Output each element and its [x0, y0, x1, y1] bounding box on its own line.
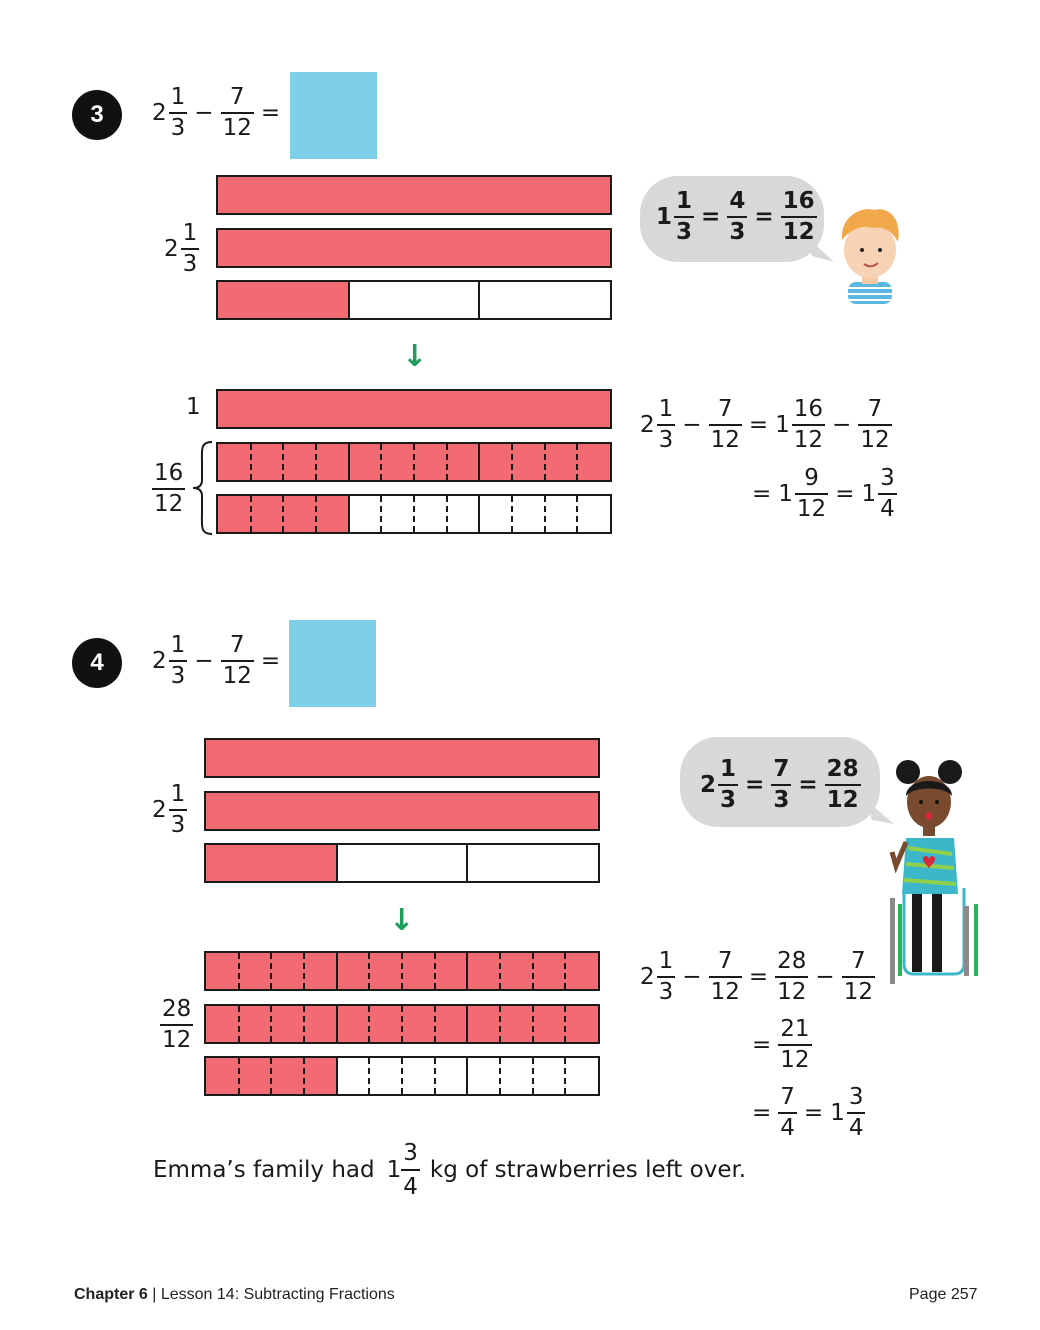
- fraction: [771, 758, 791, 812]
- denominator: 3: [674, 216, 694, 244]
- q4-answer-box[interactable]: [289, 620, 376, 707]
- numerator: 7: [717, 396, 733, 422]
- question-number-badge: [72, 638, 122, 688]
- equals-sign: =: [752, 1031, 772, 1058]
- fraction: [221, 634, 254, 688]
- denominator: 12: [792, 424, 825, 452]
- numerator: 1: [170, 84, 186, 110]
- numerator: 7: [773, 756, 790, 782]
- numerator: 1: [170, 632, 186, 658]
- numerator: 4: [729, 188, 746, 214]
- q4-question-expression: [152, 634, 287, 688]
- denominator: 3: [771, 784, 791, 812]
- denominator: 4: [878, 493, 897, 521]
- fraction: [775, 950, 808, 1004]
- equals-sign: =: [752, 1099, 772, 1126]
- fraction: [181, 222, 200, 276]
- denominator: 12: [160, 1024, 193, 1052]
- equals-sign: =: [745, 771, 765, 798]
- denominator: 12: [221, 660, 254, 688]
- equals-sign: =: [748, 963, 769, 990]
- fraction: [727, 190, 747, 244]
- fraction: [778, 1086, 797, 1140]
- equals-sign: =: [835, 480, 855, 507]
- fraction: [792, 398, 825, 452]
- whole-number: 2: [164, 235, 179, 262]
- q4-working-line-2: [745, 1018, 812, 1072]
- fraction: [778, 1018, 811, 1072]
- numerator: 1: [658, 396, 674, 422]
- fraction: [657, 950, 676, 1004]
- denominator: 3: [169, 112, 188, 140]
- fraction: [795, 467, 828, 521]
- numerator: 7: [229, 632, 245, 658]
- denominator: 3: [181, 248, 200, 276]
- bar-twelfths: [204, 1004, 600, 1044]
- fraction: [825, 758, 861, 812]
- denominator: 3: [169, 809, 188, 837]
- fraction: [169, 634, 188, 688]
- minus-sign: −: [194, 99, 214, 126]
- minus-sign: −: [682, 411, 702, 438]
- denominator: 12: [775, 976, 808, 1004]
- equals-sign: =: [748, 411, 769, 438]
- whole-number: 1: [861, 480, 877, 507]
- sentence-text: Emma’s family had: [153, 1157, 375, 1183]
- q3-working-line-2: [745, 467, 897, 521]
- minus-sign: −: [815, 963, 835, 990]
- whole-number: 2: [152, 647, 167, 674]
- numerator: 28: [826, 756, 859, 782]
- q4-label-fraction: [160, 998, 193, 1052]
- numerator: 1: [658, 948, 674, 974]
- bar-twelfths: [216, 494, 612, 534]
- q3-question-expression: [152, 86, 287, 140]
- page-number: Page 257: [909, 1286, 978, 1303]
- chapter-label: Chapter 6: [74, 1286, 148, 1303]
- fraction: [674, 190, 694, 244]
- whole-number: 1: [778, 480, 793, 507]
- denominator: 12: [781, 216, 817, 244]
- equals-sign: =: [754, 203, 774, 230]
- numerator: 1: [182, 220, 198, 246]
- bar-twelfths: [204, 951, 600, 991]
- whole-number: 2: [152, 796, 167, 823]
- whole-number: 2: [152, 99, 167, 126]
- fraction: [169, 783, 188, 837]
- equals-sign: =: [701, 203, 721, 230]
- lesson-title: Lesson 14: Subtracting Fractions: [160, 1286, 395, 1303]
- bar-whole: [204, 738, 600, 778]
- minus-sign: −: [682, 963, 702, 990]
- numerator: 1: [170, 781, 186, 807]
- fraction: [709, 950, 742, 1004]
- q4-bar-label: [152, 783, 187, 837]
- denominator: 12: [221, 112, 254, 140]
- numerator: 1: [676, 188, 693, 214]
- mixed-number: [387, 1140, 420, 1200]
- fraction: [221, 86, 254, 140]
- separator: |: [152, 1286, 157, 1303]
- denominator: 12: [858, 424, 891, 452]
- fraction: [847, 1086, 866, 1140]
- whole-number: 2: [700, 771, 717, 798]
- numerator: 7: [780, 1084, 795, 1110]
- numerator: 7: [229, 84, 245, 110]
- bar-thirds: [204, 843, 600, 883]
- numerator: 16: [782, 188, 815, 214]
- numerator: 28: [777, 948, 807, 974]
- fraction: [781, 190, 817, 244]
- bar-thirds: [216, 280, 612, 320]
- denominator: 4: [847, 1112, 866, 1140]
- denominator: 12: [152, 488, 185, 516]
- denominator: 3: [657, 424, 676, 452]
- denominator: 12: [709, 976, 742, 1004]
- q3-working-line-1: [640, 398, 892, 452]
- fraction: [842, 950, 875, 1004]
- numerator: 7: [867, 396, 883, 422]
- whole-number: 2: [640, 963, 655, 990]
- denominator: 4: [401, 1169, 420, 1200]
- whole-number: 1: [830, 1099, 845, 1126]
- fraction: [858, 398, 891, 452]
- denominator: 3: [657, 976, 676, 1004]
- numerator: 16: [793, 396, 824, 422]
- whole-number: 2: [640, 411, 655, 438]
- girl-in-wheelchair-icon: [884, 758, 984, 986]
- whole-number: 1: [656, 203, 673, 230]
- q3-answer-box[interactable]: [290, 72, 377, 159]
- denominator: 12: [778, 1044, 811, 1072]
- equals-sign: =: [798, 771, 818, 798]
- whole-number: 1: [775, 411, 790, 438]
- bar-whole: [204, 791, 600, 831]
- fraction: [657, 398, 676, 452]
- bar-twelfths: [216, 442, 612, 482]
- whole-number: 1: [186, 394, 201, 420]
- equals-sign: =: [260, 647, 281, 674]
- bar-whole: [216, 228, 612, 268]
- q4-working-line-3: [745, 1086, 865, 1140]
- whole-number: 1: [386, 1157, 402, 1183]
- denominator: 12: [842, 976, 875, 1004]
- q3-bubble-expression: [656, 190, 817, 244]
- denominator: 12: [795, 493, 828, 521]
- fraction: [160, 998, 193, 1052]
- numerator: 28: [162, 996, 192, 1022]
- minus-sign: −: [194, 647, 214, 674]
- left-brace-icon: [190, 440, 216, 536]
- footer-chapter: [74, 1286, 395, 1304]
- denominator: 12: [825, 784, 861, 812]
- numerator: 7: [717, 948, 733, 974]
- numerator: 7: [851, 948, 866, 974]
- numerator: 3: [403, 1140, 418, 1166]
- answer-sentence: [153, 1140, 746, 1200]
- fraction: [718, 758, 738, 812]
- numerator: 3: [880, 465, 895, 491]
- q4-bubble-expression: [700, 758, 861, 812]
- fraction: [878, 467, 897, 521]
- fraction: [169, 86, 188, 140]
- equals-sign: =: [260, 99, 281, 126]
- bar-whole: [216, 389, 612, 429]
- denominator: 3: [727, 216, 747, 244]
- question-number: 4: [90, 649, 104, 676]
- numerator: 16: [154, 460, 184, 486]
- question-number-badge: [72, 90, 122, 140]
- denominator: 3: [169, 660, 188, 688]
- denominator: 3: [718, 784, 738, 812]
- numerator: 9: [804, 465, 819, 491]
- numerator: 3: [848, 1084, 864, 1110]
- numerator: 1: [720, 756, 737, 782]
- q3-label-one: [186, 396, 201, 419]
- question-number: 3: [90, 101, 104, 128]
- denominator: 4: [778, 1112, 797, 1140]
- sentence-text: kg of strawberries left over.: [429, 1157, 747, 1183]
- denominator: 12: [709, 424, 742, 452]
- q3-label-fraction: [152, 462, 185, 516]
- fraction: [401, 1140, 420, 1200]
- q4-working-line-1: [640, 950, 875, 1004]
- fraction: [152, 462, 185, 516]
- down-arrow-icon: ↓: [389, 903, 415, 938]
- bar-whole: [216, 175, 612, 215]
- equals-sign: =: [752, 480, 772, 507]
- numerator: 21: [780, 1016, 810, 1042]
- down-arrow-icon: ↓: [402, 339, 428, 374]
- bar-twelfths: [204, 1056, 600, 1096]
- boy-character-icon: [832, 200, 908, 306]
- minus-sign: −: [832, 411, 852, 438]
- equals-sign: =: [803, 1099, 824, 1126]
- q3-bar-label: [164, 222, 199, 276]
- fraction: [709, 398, 742, 452]
